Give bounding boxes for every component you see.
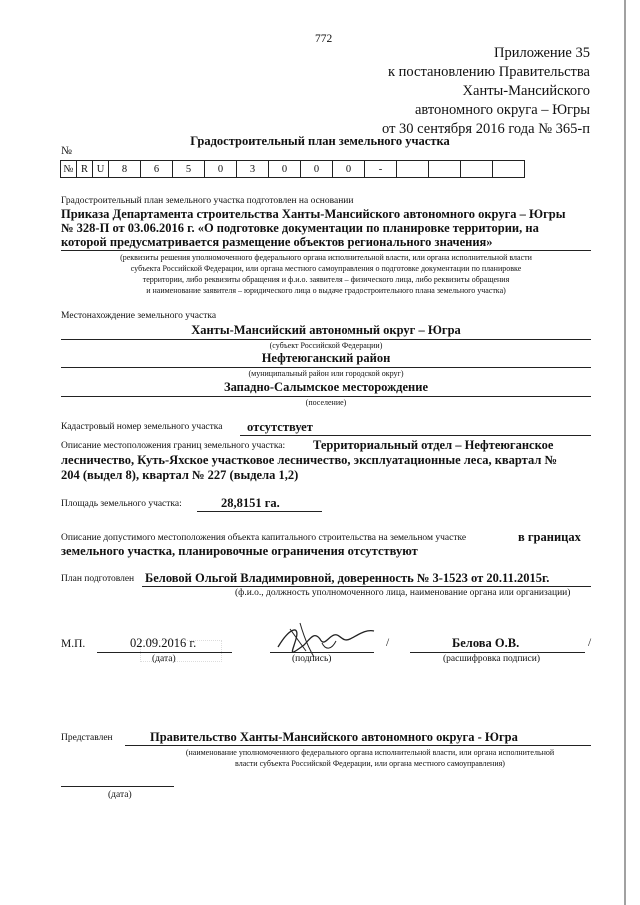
number-label: № <box>61 145 72 157</box>
cadastral-label: Кадастровый номер земельного участка <box>61 422 223 432</box>
basis-note-4: и наименование заявителя – юридического лица о выдаче градостроительного плана земельного участка) <box>146 286 506 295</box>
subject-note: (субъект Российской Федерации) <box>269 341 383 350</box>
number-cell: 5 <box>173 161 205 178</box>
presented-note-1: (наименование уполномоченного федерального органа исполнительной власти, или органа исполнительной <box>185 748 555 757</box>
placement-value-2: земельного участка, планировочные ограничения отсутствуют <box>61 544 418 558</box>
slash-left: / <box>386 637 390 649</box>
sign-name: Белова О.В. <box>452 636 520 650</box>
basis-underline <box>61 250 591 251</box>
number-cell: 0 <box>301 161 333 178</box>
presented-value: Правительство Ханты-Мансийского автономного округа - Югра <box>150 730 518 744</box>
number-cell: - <box>365 161 397 178</box>
borders-value-1: Территориальный отдел – Нефтеюганское <box>313 438 554 452</box>
date-underline <box>97 652 232 653</box>
basis-note-1: (реквизиты решения уполномоченного федерального органа исполнительной власти, или органа исполнительной власти <box>120 253 532 262</box>
number-cell: 3 <box>237 161 269 178</box>
bottom-date-underline <box>61 786 174 787</box>
prepared-label: План подготовлен <box>61 574 135 584</box>
number-cell: 6 <box>141 161 173 178</box>
location-settlement: Западно-Салымское месторождение <box>223 380 429 394</box>
location-label: Местонахождение земельного участка <box>61 311 217 321</box>
placement-value-1: в границах <box>518 530 581 544</box>
sign-date-note: (дата) <box>152 654 176 664</box>
presented-note-2: власти субъекта Российской Федерации, или органа местного самоуправления) <box>235 759 505 768</box>
mp-label: М.П. <box>61 638 86 650</box>
presented-note <box>145 747 595 769</box>
number-cell <box>429 161 461 178</box>
borders-value-2: лесничество, Куть-Яхское участковое лесничество, эксплуатационные леса, квартал № <box>61 453 558 467</box>
basis-line-3: которой предусматривается размещение объектов регионального значения» <box>61 235 493 249</box>
basis-intro: Градостроительный план земельного участка подготовлен на основании <box>61 196 354 206</box>
location-subject: Ханты-Мансийский автономный округ – Югра <box>191 323 461 337</box>
prepared-note: (ф.и.о., должность уполномоченного лица, наименование органа или организации) <box>235 588 571 598</box>
area-underline <box>197 511 322 512</box>
settlement-note: (поселение) <box>305 398 347 407</box>
sign-date: 02.09.2016 г. <box>130 636 197 650</box>
prepared-value: Беловой Ольгой Владимировной, доверенность № 3-1523 от 20.11.2015г. <box>145 571 550 585</box>
cadastral-underline <box>240 435 591 436</box>
area-value: 28,8151 га. <box>221 496 280 510</box>
appendix-line-4: автономного округа – Югры <box>414 102 590 118</box>
appendix-line-5: от 30 сентября 2016 года № 365-п <box>382 121 590 137</box>
number-cell <box>397 161 429 178</box>
number-cell: № <box>61 161 77 178</box>
basis-note-2: субъекта Российской Федерации, или органа местного самоуправления о подготовке документации по планировке <box>130 264 522 273</box>
appendix-line-1: Приложение 35 <box>494 45 590 61</box>
basis-note <box>61 252 591 296</box>
basis-line-1: Приказа Департамента строительства Ханты-Мансийского автономного округа – Югры <box>61 207 566 221</box>
area-label: Площадь земельного участка: <box>61 499 182 509</box>
presented-label: Представлен <box>61 733 113 743</box>
sign-name-note: (расшифровка подписи) <box>443 654 540 664</box>
subject-underline <box>61 339 591 340</box>
cadastral-value: отсутствует <box>247 420 313 434</box>
prepared-underline <box>142 586 591 587</box>
number-cell: 0 <box>269 161 301 178</box>
number-cell: 8 <box>109 161 141 178</box>
settlement-underline <box>61 396 591 397</box>
name-underline <box>410 652 585 653</box>
location-district: Нефтеюганский район <box>261 351 391 365</box>
number-cell: 0 <box>205 161 237 178</box>
number-cell: R <box>77 161 93 178</box>
bottom-date-note: (дата) <box>108 790 132 800</box>
presented-underline <box>125 745 591 746</box>
borders-label: Описание местоположения границ земельного участка: <box>61 441 286 451</box>
plan-number-table <box>60 160 525 178</box>
appendix-line-2: к постановлению Правительства <box>388 64 590 80</box>
doc-title: Градостроительный план земельного участка <box>190 134 450 148</box>
page-number: 772 <box>315 33 333 45</box>
number-cell <box>461 161 493 178</box>
number-cell: 0 <box>333 161 365 178</box>
number-cell: U <box>93 161 109 178</box>
district-underline <box>61 367 591 368</box>
signature-underline <box>270 652 374 653</box>
basis-line-2: № 328-П от 03.06.2016 г. «О подготовке документации по планировке территории, на <box>61 221 539 235</box>
appendix-block <box>330 44 590 139</box>
sign-note: (подпись) <box>292 654 332 664</box>
placement-label: Описание допустимого местоположения объекта капитального строительства на земельном участке <box>61 533 467 543</box>
district-note: (муниципальный район или городской округ) <box>248 369 404 378</box>
basis-note-3: территории, либо реквизиты обращения и ф.и.о. заявителя – физического лица, либо реквизиты обращения <box>142 275 510 284</box>
basis-text <box>61 207 591 249</box>
number-cell <box>493 161 525 178</box>
slash-right: / <box>588 637 592 649</box>
scan-edge <box>624 0 626 905</box>
borders-value-3: 204 (выдел 8), квартал № 227 (выдела 1,2) <box>61 468 299 482</box>
appendix-line-3: Ханты-Мансийского <box>462 83 590 99</box>
